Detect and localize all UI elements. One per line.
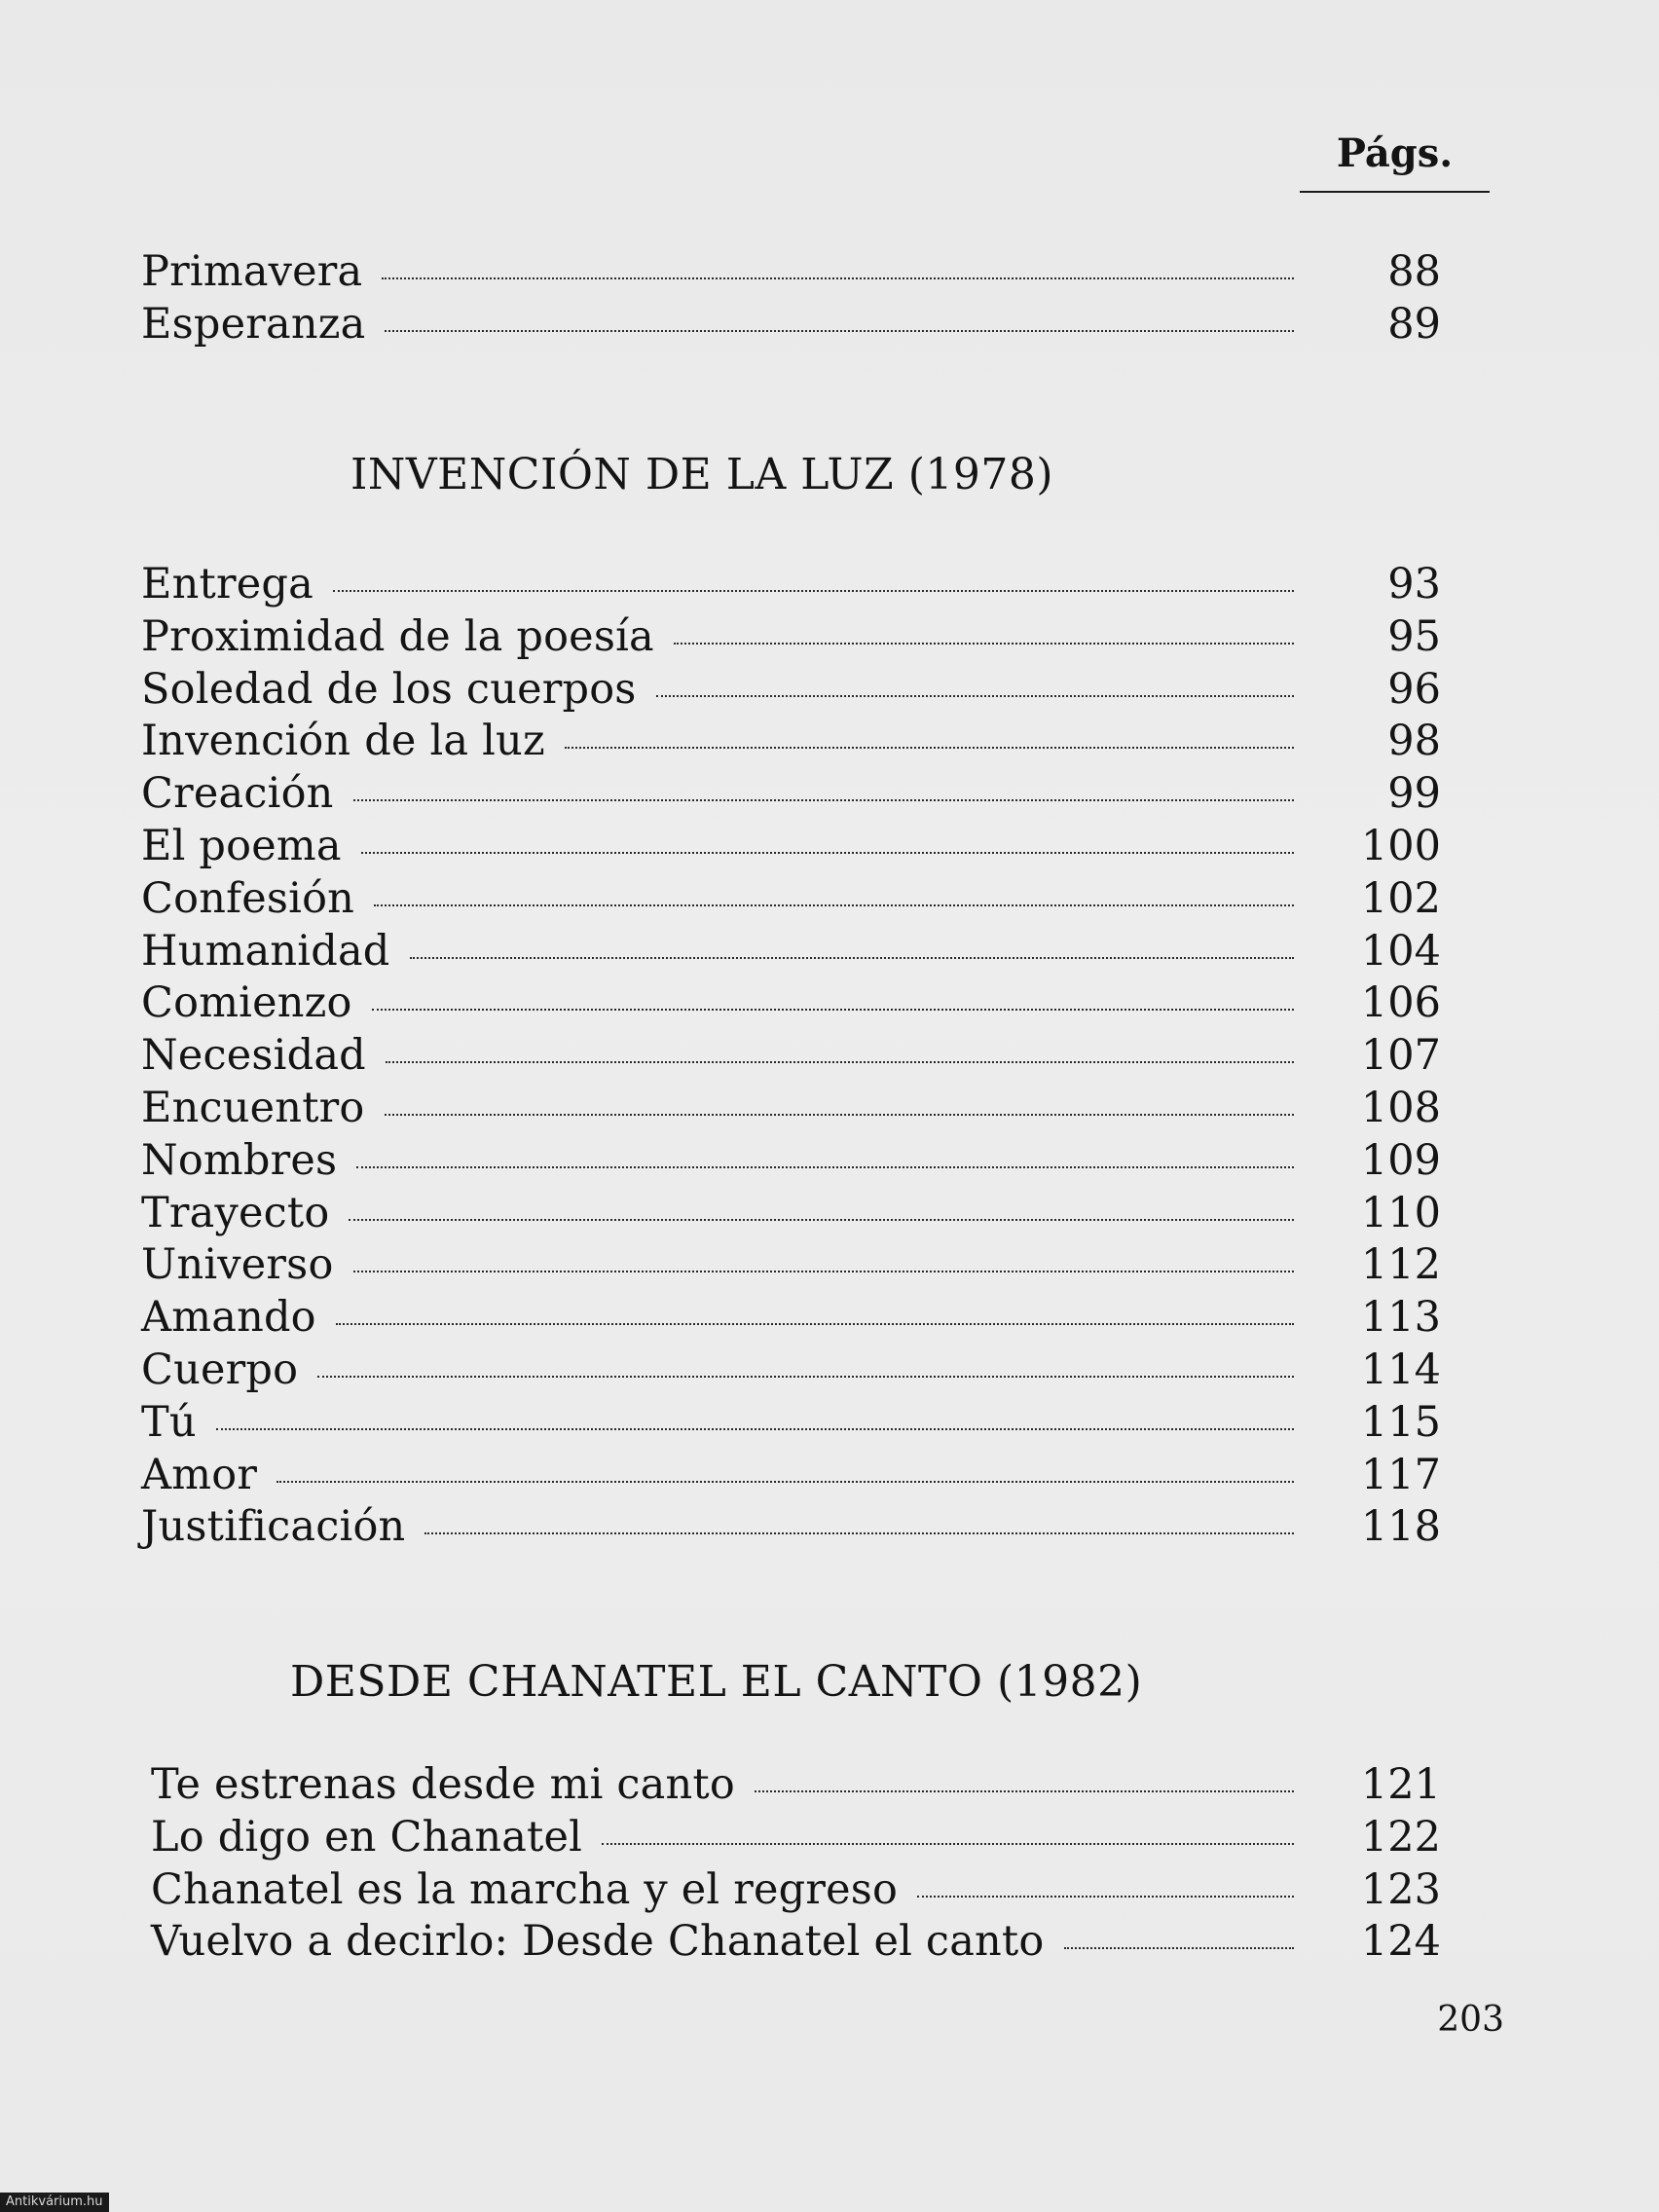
toc-entry bbox=[141, 821, 1441, 873]
toc-entry-title: Tú bbox=[141, 1397, 197, 1447]
toc-entry-page: 112 bbox=[1360, 1240, 1441, 1290]
toc-entry-page: 115 bbox=[1360, 1397, 1441, 1447]
dot-leader bbox=[565, 747, 1294, 749]
dot-leader bbox=[317, 1376, 1294, 1378]
toc-entry-title: Invención de la luz bbox=[141, 717, 545, 766]
toc-entry-title: Humanidad bbox=[141, 926, 390, 976]
toc-entry-page: 121 bbox=[1360, 1760, 1441, 1809]
toc-entry-title: Justificación bbox=[141, 1502, 406, 1552]
toc-entry bbox=[151, 1916, 1441, 1969]
toc-entry-title: Nombres bbox=[141, 1135, 338, 1185]
toc-entry bbox=[141, 664, 1441, 717]
toc-entry-title: Soledad de los cuerpos bbox=[141, 664, 637, 714]
dot-leader bbox=[424, 1532, 1294, 1534]
toc-entry-title: El poema bbox=[141, 821, 342, 870]
toc-entry bbox=[141, 1501, 1441, 1554]
toc-entry-page: 122 bbox=[1360, 1812, 1441, 1862]
dot-leader bbox=[353, 799, 1294, 801]
dot-leader bbox=[349, 1219, 1294, 1221]
toc-entry-page: 113 bbox=[1360, 1293, 1441, 1343]
toc-entry-page: 114 bbox=[1360, 1345, 1441, 1394]
toc-entry bbox=[151, 1812, 1441, 1864]
toc-entry bbox=[141, 1397, 1441, 1450]
toc-entry-title: Universo bbox=[141, 1240, 334, 1290]
toc-entry-page: 106 bbox=[1360, 978, 1441, 1028]
toc-entry bbox=[141, 246, 1441, 299]
dot-leader bbox=[656, 695, 1294, 697]
page-number: 203 bbox=[1437, 2000, 1504, 2040]
dot-leader bbox=[356, 1166, 1294, 1168]
toc-entry bbox=[141, 1083, 1441, 1135]
toc-entry-page: 118 bbox=[1360, 1502, 1441, 1552]
toc-entry-page: 96 bbox=[1387, 664, 1441, 714]
dot-leader bbox=[361, 852, 1294, 854]
dot-leader bbox=[602, 1843, 1294, 1845]
toc-entry-page: 95 bbox=[1387, 611, 1441, 661]
toc-entry-page: 108 bbox=[1360, 1083, 1441, 1132]
toc-entry bbox=[141, 977, 1441, 1030]
toc-entry bbox=[151, 1864, 1441, 1917]
toc-block-continued bbox=[141, 246, 1441, 351]
toc-entry-title: Cuerpo bbox=[141, 1345, 299, 1394]
toc-entry-title: Esperanza bbox=[141, 299, 366, 349]
toc-entry bbox=[141, 926, 1441, 978]
toc-entry-page: 107 bbox=[1360, 1031, 1441, 1081]
toc-entry bbox=[141, 1030, 1441, 1083]
dot-leader bbox=[276, 1481, 1294, 1483]
toc-entry bbox=[141, 1135, 1441, 1188]
dot-leader bbox=[333, 590, 1294, 592]
toc-entry-page: 100 bbox=[1360, 821, 1441, 870]
toc-entry bbox=[141, 873, 1441, 926]
pages-column-label: Págs. bbox=[1336, 130, 1454, 176]
section-heading-invencion: INVENCIÓN DE LA LUZ (1978) bbox=[350, 450, 1054, 499]
toc-entry-title: Encuentro bbox=[141, 1083, 365, 1132]
toc-entry bbox=[141, 716, 1441, 768]
toc-entry-title: Entrega bbox=[141, 560, 313, 608]
toc-entry bbox=[141, 1450, 1441, 1502]
dot-leader bbox=[216, 1428, 1294, 1430]
toc-entry-page: 123 bbox=[1360, 1864, 1441, 1914]
toc-block-chanatel bbox=[151, 1759, 1441, 1969]
toc-entry-page: 124 bbox=[1360, 1917, 1441, 1967]
toc-entry-title: Vuelvo a decirlo: Desde Chanatel el canto bbox=[151, 1917, 1045, 1967]
toc-entry-page: 104 bbox=[1360, 926, 1441, 976]
toc-entry-title: Necesidad bbox=[141, 1031, 366, 1081]
watermark-label: Antikvárium.hu bbox=[0, 2193, 109, 2212]
dot-leader bbox=[755, 1790, 1294, 1792]
toc-entry-page: 99 bbox=[1387, 769, 1441, 819]
toc-entry-title: Primavera bbox=[141, 247, 363, 296]
dot-leader bbox=[374, 904, 1294, 906]
toc-entry-title: Comienzo bbox=[141, 978, 352, 1028]
pages-column-rule bbox=[1300, 191, 1490, 193]
toc-entry bbox=[141, 1188, 1441, 1240]
dot-leader bbox=[372, 1009, 1294, 1011]
toc-block-invencion bbox=[141, 559, 1441, 1554]
toc-entry-title: Confesión bbox=[141, 873, 355, 923]
toc-entry-page: 102 bbox=[1360, 873, 1441, 923]
toc-entry-title: Amor bbox=[141, 1450, 258, 1499]
toc-entry-page: 117 bbox=[1360, 1450, 1441, 1499]
dot-leader bbox=[385, 330, 1294, 332]
toc-entry bbox=[141, 768, 1441, 821]
dot-leader bbox=[410, 957, 1294, 959]
dot-leader bbox=[1064, 1947, 1295, 1949]
dot-leader bbox=[674, 643, 1294, 645]
toc-entry-page: 93 bbox=[1387, 560, 1441, 608]
section-heading-chanatel: DESDE CHANATEL EL CANTO (1982) bbox=[290, 1657, 1143, 1707]
toc-entry-page: 110 bbox=[1360, 1188, 1441, 1237]
toc-entry-page: 89 bbox=[1387, 299, 1441, 349]
toc-entry-page: 88 bbox=[1387, 247, 1441, 296]
toc-entry-page: 109 bbox=[1360, 1135, 1441, 1185]
toc-entry-title: Te estrenas desde mi canto bbox=[151, 1760, 735, 1809]
toc-entry-title: Creación bbox=[141, 769, 334, 819]
toc-entry bbox=[141, 1239, 1441, 1292]
toc-entry-page: 98 bbox=[1387, 717, 1441, 766]
toc-entry bbox=[151, 1759, 1441, 1812]
dot-leader bbox=[382, 277, 1294, 279]
toc-entry-title: Chanatel es la marcha y el regreso bbox=[151, 1864, 899, 1914]
toc-entry-title: Amando bbox=[141, 1293, 316, 1343]
toc-entry bbox=[141, 1345, 1441, 1397]
dot-leader bbox=[917, 1896, 1294, 1898]
dot-leader bbox=[386, 1061, 1294, 1063]
dot-leader bbox=[353, 1271, 1294, 1272]
toc-entry-title: Trayecto bbox=[141, 1188, 330, 1237]
toc-entry-title: Proximidad de la poesía bbox=[141, 611, 654, 661]
toc-entry bbox=[141, 611, 1441, 664]
toc-entry bbox=[141, 299, 1441, 351]
toc-entry bbox=[141, 559, 1441, 611]
dot-leader bbox=[336, 1323, 1294, 1325]
toc-entry bbox=[141, 1292, 1441, 1345]
toc-entry-title: Lo digo en Chanatel bbox=[151, 1812, 583, 1862]
dot-leader bbox=[385, 1114, 1294, 1116]
